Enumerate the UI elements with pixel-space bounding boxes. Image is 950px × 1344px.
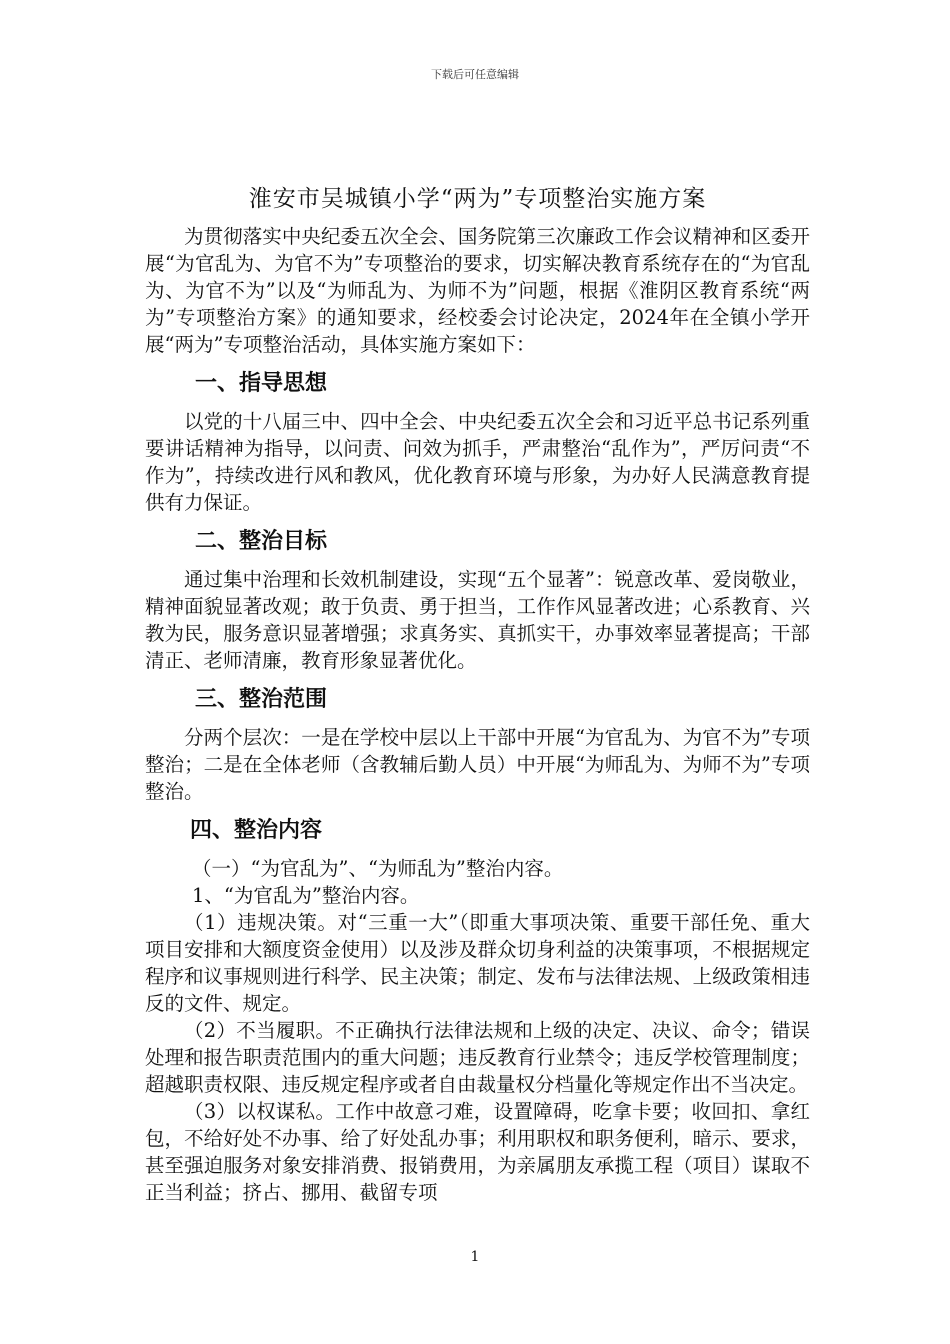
content-item-violation-decision: （1）违规决策。对“三重一大”（即重大事项决策、重要干部任免、重大项目安排和大额度资金使用）以及涉及群众切身利益的决策事项，不根据规定程序和议事规则进行科学、民主决策；制定、发布与法律法规、上级政策相违反的文件、规定。	[145, 911, 810, 1015]
header-note: 下载后可任意编辑	[431, 68, 519, 81]
subheading-item-one: 1、“为官乱为”整治内容。	[192, 884, 420, 907]
section-text-scope: 分两个层次：一是在学校中层以上干部中开展“为官乱为、为官不为”专项整治；二是在全体老师（含教辅后勤人员）中开展“为师乱为、为师不为”专项整治。	[145, 726, 810, 803]
content-item-abuse-of-power: （3）以权谋私。工作中故意刁难，设置障碍，吃拿卡要；收回扣、拿红包，不给好处不办事、给了好处乱办事；利用职权和职务便利，暗示、要求，甚至强迫服务对象安排消费、报销费用，为亲属朋友承揽工程（项目）谋取不正当利益；挤占、挪用、截留专项	[145, 1100, 810, 1204]
section-text-guiding-ideology: 以党的十八届三中、四中全会、中央纪委五次全会和习近平总书记系列重要讲话精神为指导，以问责、问效为抓手，严肃整治“乱作为”，严厉问责“不作为”，持续改进行风和教风，优化教育环境与形象，为办好人民满意教育提供有力保证。	[145, 410, 810, 514]
section-heading-guiding-ideology: 一、指导思想	[195, 371, 328, 396]
page-number: 1	[470, 1249, 480, 1265]
document-body	[145, 180, 810, 1206]
content-item-improper-duty: （2）不当履职。不正确执行法律法规和上级的决定、决议、命令；错误处理和报告职责范围内的重大问题；违反教育行业禁令；违反学校管理制度；超越职责权限、违反规定程序或者自由裁量权分档量化等规定作出不当决定。	[145, 1019, 810, 1096]
section-heading-goals: 二、整治目标	[195, 529, 328, 554]
document-title: 淮安市吴城镇小学“两为”专项整治实施方案	[248, 186, 707, 212]
section-heading-scope: 三、整治范围	[195, 687, 328, 712]
section-text-goals: 通过集中治理和长效机制建设，实现“五个显著”：锐意改革、爱岗敬业，精神面貌显著改观；敢于负责、勇于担当，工作作风显著改进；心系教育、兴教为民，服务意识显著增强；求真务实、真抓实干，办事效率显著提高；干部清正、老师清廉，教育形象显著优化。	[145, 568, 810, 672]
section-heading-content: 四、整治内容	[190, 818, 323, 843]
subheading-part-one: （一）“为官乱为”、“为师乱为”整治内容。	[192, 857, 564, 880]
intro-paragraph: 为贯彻落实中央纪委五次全会、国务院第三次廉政工作会议精神和区委开展“为官乱为、为官不为”专项整治的要求，切实解决教育系统存在的“为官乱为、为官不为”以及“为师乱为、为师不为”问题，根据《淮阴区教育系统“两为”专项整治方案》的通知要求，经校委会讨论决定，2024年在全镇小学开展“两为”专项整治活动，具体实施方案如下：	[145, 225, 810, 356]
